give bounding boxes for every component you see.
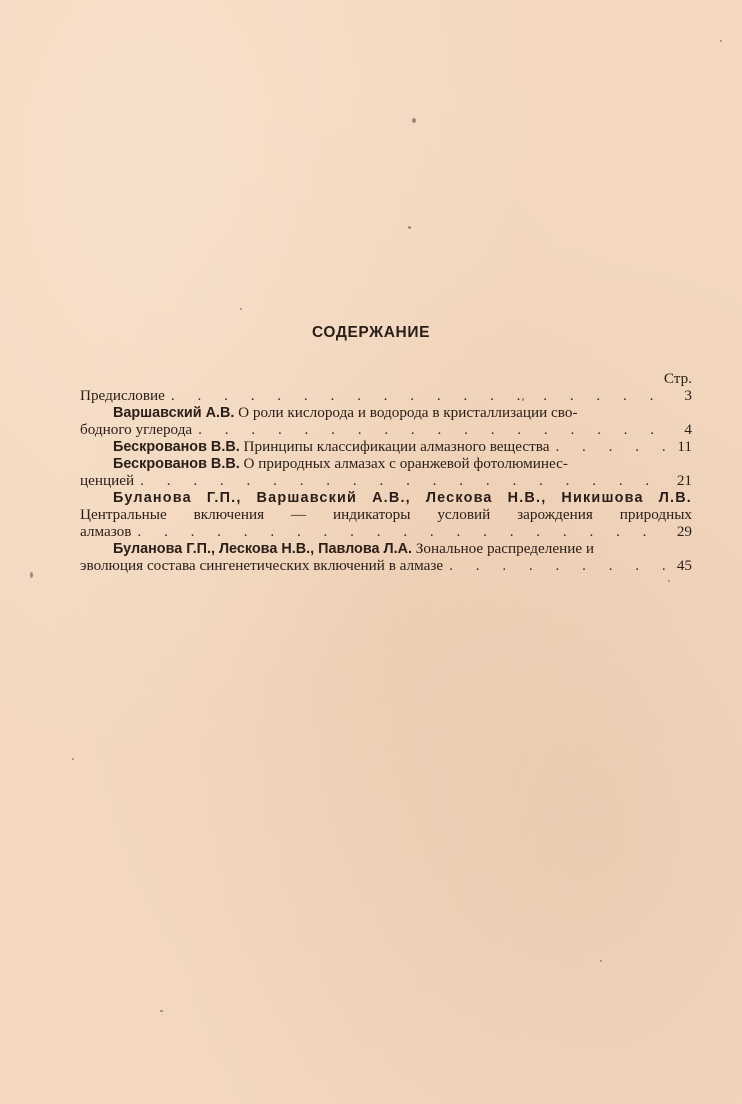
leader-dots <box>134 472 670 489</box>
toc-entry-line <box>80 523 692 540</box>
paper-speck <box>412 118 416 123</box>
page-number: 45 <box>676 557 692 574</box>
paper-speck <box>408 226 411 229</box>
page-number: 4 <box>684 421 692 438</box>
paper-speck <box>240 308 242 310</box>
toc-entry-line <box>80 404 692 421</box>
toc-entry-line <box>80 540 692 557</box>
page-number: 21 <box>676 472 692 489</box>
entry-title: Принципы классификации алмазного вещества <box>239 438 550 455</box>
paper-speck <box>30 572 33 578</box>
toc-entry-line <box>80 506 692 523</box>
leader-dots <box>131 523 670 540</box>
toc-entry-line <box>80 557 692 574</box>
toc-entry-line <box>80 421 692 438</box>
leader-dots <box>165 387 670 404</box>
entry-title-continued: бодного углерода <box>80 421 193 438</box>
entry-title: О природных алмазах с оранжевой фотолюминес- <box>239 455 568 472</box>
entry-title: О роли кислорода и водорода в кристаллизации сво- <box>234 404 578 421</box>
page-column-header: Стр. <box>663 370 692 387</box>
paper-speck <box>160 1010 163 1012</box>
toc-entry-line <box>80 438 692 455</box>
leader-dots <box>443 557 670 574</box>
entry-title-continued: ценцией <box>80 472 135 489</box>
toc-entry-line <box>80 472 692 489</box>
entry-title: Предисловие <box>80 387 165 404</box>
paper-speck <box>600 960 602 962</box>
page-number: 29 <box>676 523 692 540</box>
paper-speck <box>720 40 722 42</box>
entry-authors: Варшавский А.В. <box>113 405 235 421</box>
page-title: СОДЕРЖАНИЕ <box>311 324 431 341</box>
entry-title: Зональное распределение и <box>412 540 594 557</box>
entry-title-continued: эволюция состава сингенетических включений в алмазе <box>80 557 444 574</box>
leader-dots <box>192 421 670 438</box>
toc-entry-preface <box>80 387 692 404</box>
toc-entry-line <box>80 489 692 506</box>
entry-authors: Бескрованов В.В. <box>113 439 240 455</box>
paper-speck <box>72 758 74 760</box>
page-number: 11 <box>677 438 692 455</box>
entry-authors: Бескрованов В.В. <box>113 456 240 472</box>
entry-authors: Буланова Г.П., Лескова Н.В., Павлова Л.А. <box>113 541 412 557</box>
entry-authors: Буланова Г.П., Варшавский А.В., Лескова Н.В., Никишова Л.В. <box>113 490 692 506</box>
page-number: 3 <box>684 387 692 404</box>
entry-title: Центральные включения — индикаторы условий зарождения природных <box>80 506 692 523</box>
toc-entry-line <box>80 455 692 472</box>
paper-speck <box>668 580 670 582</box>
entry-title-continued: алмазов <box>80 523 132 540</box>
table-of-contents <box>80 370 692 574</box>
leader-dots <box>549 438 670 455</box>
